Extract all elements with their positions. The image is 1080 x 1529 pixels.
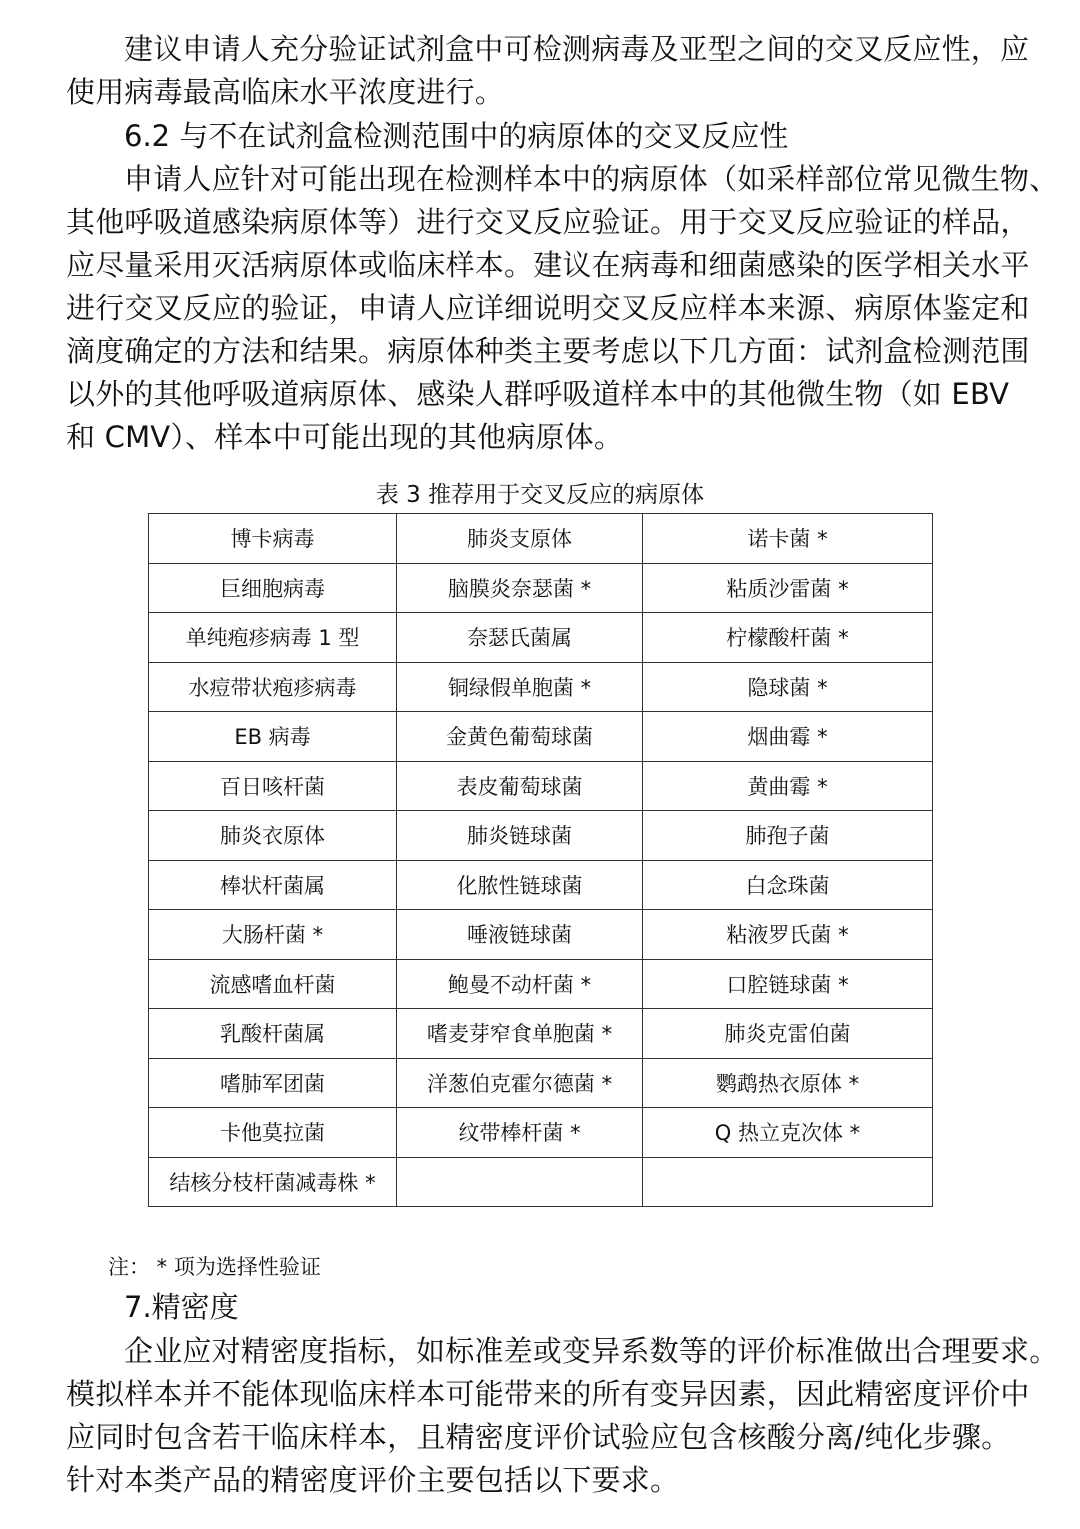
- section-6-2-line: 进行交叉反应的验证，申请人应详细说明交叉反应样本来源、病原体鉴定和: [66, 291, 1030, 325]
- table-cell: 化脓性链球菌: [397, 860, 643, 910]
- table-cell: 铜绿假单胞菌 *: [397, 662, 643, 712]
- table-cell: 隐球菌 *: [643, 662, 933, 712]
- section-6-2-line: 和 CMV）、样本中可能出现的其他病原体。: [66, 420, 624, 454]
- intro-line: 建议申请人充分验证试剂盒中可检测病毒及亚型之间的交叉反应性，应: [124, 32, 1030, 66]
- table-cell: 大肠杆菌 *: [149, 910, 397, 960]
- table-row: [149, 613, 933, 663]
- table-cell: 卡他莫拉菌: [149, 1108, 397, 1158]
- table-cell: 洋葱伯克霍尔德菌 *: [397, 1058, 643, 1108]
- table-cell: 乳酸杆菌属: [149, 1009, 397, 1059]
- table-cell: 肺炎支原体: [397, 514, 643, 564]
- table-cell: 粘质沙雷菌 *: [643, 563, 933, 613]
- section-6-2-paragraph: [66, 158, 1059, 459]
- table-cell: 表皮葡萄球菌: [397, 761, 643, 811]
- table-cell: 唾液链球菌: [397, 910, 643, 960]
- table-cell: 诺卡菌 *: [643, 514, 933, 564]
- table-cell: 肺炎克雷伯菌: [643, 1009, 933, 1059]
- table-row: [149, 1108, 933, 1158]
- section-6-2-line: 申请人应针对可能出现在检测样本中的病原体（如采样部位常见微生物、: [124, 162, 1059, 196]
- intro-line: 使用病毒最高临床水平浓度进行。: [66, 75, 505, 109]
- table-row: [149, 811, 933, 861]
- table-cell: 烟曲霉 *: [643, 712, 933, 762]
- table-row: [149, 959, 933, 1009]
- table-cell: 百日咳杆菌: [149, 761, 397, 811]
- table-cell: 嗜麦芽窄食单胞菌 *: [397, 1009, 643, 1059]
- section-7-line: 针对本类产品的精密度评价主要包括以下要求。: [66, 1463, 680, 1497]
- table-cell: 博卡病毒: [149, 514, 397, 564]
- table-cell: [397, 1157, 643, 1207]
- section-7-paragraph: [66, 1330, 1059, 1502]
- table-cell: 奈瑟氏菌属: [397, 613, 643, 663]
- table-note: 注： * 项为选择性验证: [108, 1255, 321, 1279]
- table-cell: 巨细胞病毒: [149, 563, 397, 613]
- table-cell: 肺孢子菌: [643, 811, 933, 861]
- table-cell: 白念珠菌: [643, 860, 933, 910]
- table-row: [149, 563, 933, 613]
- table-cell: 单纯疱疹病毒 1 型: [149, 613, 397, 663]
- table-cell: 水痘带状疱疹病毒: [149, 662, 397, 712]
- table-cell: 口腔链球菌 *: [643, 959, 933, 1009]
- table-cell: 棒状杆菌属: [149, 860, 397, 910]
- section-6-2-line: 以外的其他呼吸道病原体、感染人群呼吸道样本中的其他微生物（如 EBV: [66, 377, 1010, 411]
- table-row: [149, 860, 933, 910]
- intro-paragraph: [66, 28, 1028, 114]
- section-7-line: 应同时包含若干临床样本，且精密度评价试验应包含核酸分离/纯化步骤。: [66, 1420, 1011, 1454]
- table-cell: 黄曲霉 *: [643, 761, 933, 811]
- table-cell: 脑膜炎奈瑟菌 *: [397, 563, 643, 613]
- section-6-2-line: 滴度确定的方法和结果。病原体种类主要考虑以下几方面：试剂盒检测范围: [66, 334, 1030, 368]
- table-row: [149, 910, 933, 960]
- table-cell: 结核分枝杆菌减毒株 *: [149, 1157, 397, 1207]
- table-cell: 肺炎衣原体: [149, 811, 397, 861]
- table-caption: 表 3 推荐用于交叉反应的病原体: [375, 482, 705, 508]
- table-cell: 嗜肺军团菌: [149, 1058, 397, 1108]
- table-cell: Q 热立克次体 *: [643, 1108, 933, 1158]
- table-row: [149, 1157, 933, 1207]
- table-row: [149, 514, 933, 564]
- section-7-line: 模拟样本并不能体现临床样本可能带来的所有变异因素，因此精密度评价中: [66, 1377, 1030, 1411]
- table-cell: 鲍曼不动杆菌 *: [397, 959, 643, 1009]
- table-cell: 流感嗜血杆菌: [149, 959, 397, 1009]
- table-cell: 金黄色葡萄球菌: [397, 712, 643, 762]
- table-cell: [643, 1157, 933, 1207]
- table-row: [149, 662, 933, 712]
- table-cell: 鹦鹉热衣原体 *: [643, 1058, 933, 1108]
- table-row: [149, 712, 933, 762]
- section-6-2-line: 其他呼吸道感染病原体等）进行交叉反应验证。用于交叉反应验证的样品，: [66, 205, 1030, 239]
- table-cell: 纹带棒杆菌 *: [397, 1108, 643, 1158]
- table-cell: 肺炎链球菌: [397, 811, 643, 861]
- table-cell: 柠檬酸杆菌 *: [643, 613, 933, 663]
- section-6-2-heading: 6.2 与不在试剂盒检测范围中的病原体的交叉反应性: [124, 119, 789, 153]
- table-cell: EB 病毒: [149, 712, 397, 762]
- table-row: [149, 1009, 933, 1059]
- table-cell: 粘液罗氏菌 *: [643, 910, 933, 960]
- section-7-line: 企业应对精密度指标，如标准差或变异系数等的评价标准做出合理要求。: [124, 1334, 1059, 1368]
- table-row: [149, 761, 933, 811]
- table-row: [149, 1058, 933, 1108]
- section-7-heading: 7.精密度: [124, 1290, 239, 1324]
- section-6-2-line: 应尽量采用灭活病原体或临床样本。建议在病毒和细菌感染的医学相关水平: [66, 248, 1030, 282]
- pathogen-table: [148, 513, 933, 1207]
